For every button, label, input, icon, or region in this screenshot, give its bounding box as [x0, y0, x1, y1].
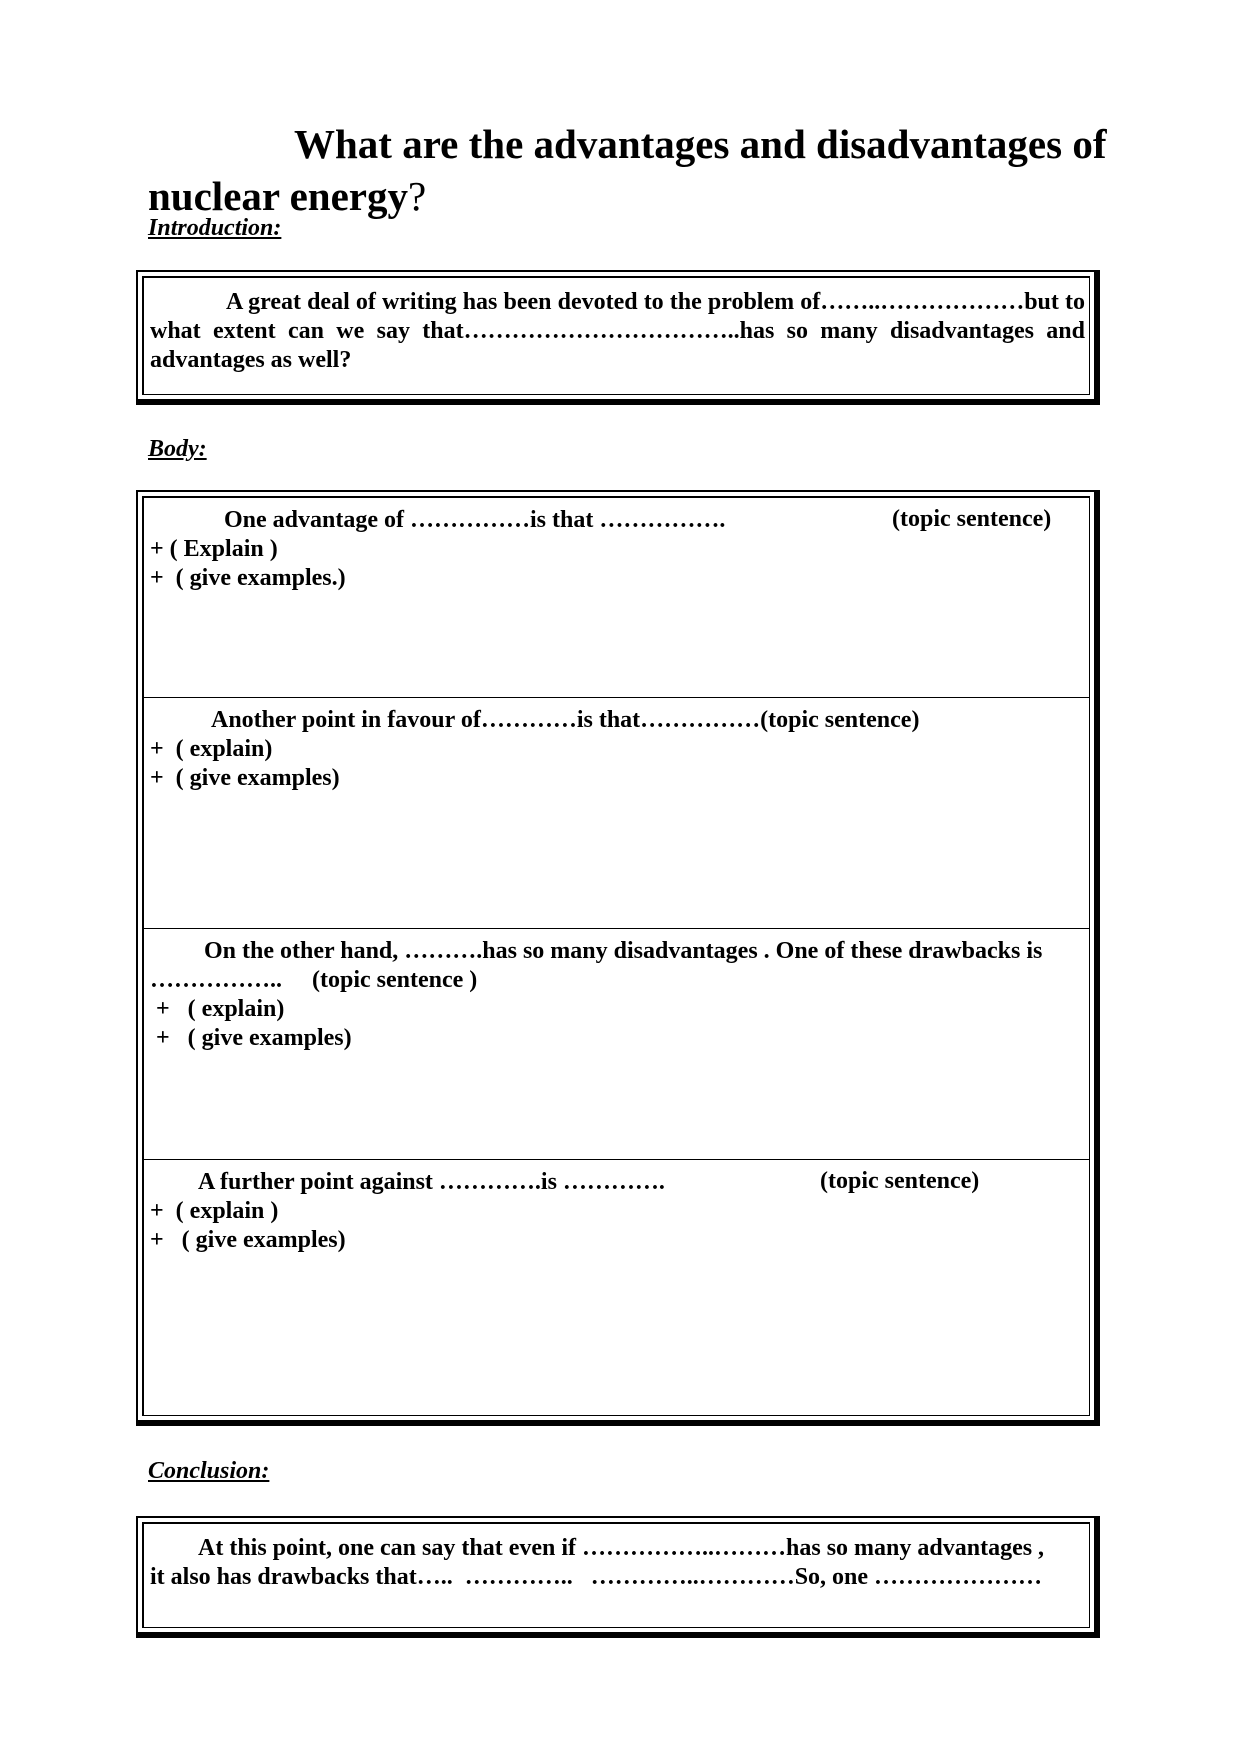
- disadvantage-1-explain: + ( explain): [150, 996, 285, 1022]
- advantage-2-explain: + ( explain): [150, 736, 273, 762]
- body-section-disadvantage-1: [144, 929, 1089, 1160]
- introduction-box: [136, 270, 1100, 405]
- conclusion-line-2: it also has drawbacks that….. ………….. …………..…………So, one …………………: [150, 1564, 1043, 1590]
- body-section-advantage-2: [144, 698, 1089, 929]
- conclusion-line-1: At this point, one can say that even if ……………..………has so many advantages ,: [198, 1535, 1045, 1561]
- title-text: What are the advantages and disadvantages of nuclear energy: [148, 121, 1107, 219]
- conclusion-box: [136, 1516, 1100, 1638]
- disadvantage-1-topic-line: On the other hand, ……….has so many disadvantages . One of these drawbacks is: [204, 938, 1043, 964]
- disadvantage-1-topic-continued: …………….. (topic sentence ): [150, 967, 478, 993]
- advantage-1-explain: + ( Explain ): [150, 536, 278, 562]
- disadvantage-2-examples: + ( give examples): [150, 1227, 346, 1253]
- introduction-label: Introduction:: [148, 215, 282, 241]
- advantage-2-topic-line: Another point in favour of…………is that……………(topic sentence): [211, 707, 920, 733]
- conclusion-label: Conclusion:: [148, 1458, 270, 1484]
- disadvantage-2-topic-hint: (topic sentence): [820, 1168, 980, 1194]
- body-section-disadvantage-2: [144, 1160, 1089, 1415]
- body-section-advantage-1: [144, 498, 1089, 698]
- page-title: [148, 118, 1138, 222]
- body-box: [136, 490, 1100, 1426]
- advantage-2-examples: + ( give examples): [150, 765, 340, 791]
- disadvantage-1-examples: + ( give examples): [150, 1025, 352, 1051]
- advantage-1-topic-line: One advantage of ……………is that …………….: [224, 507, 726, 533]
- introduction-text: A great deal of writing has been devoted to the problem of……..………………but to what extent can we say that……………………………..has so many disadvantages and advantages as well?: [150, 289, 1085, 373]
- body-label: Body:: [148, 436, 207, 462]
- disadvantage-2-topic-line: A further point against ………….is ………….: [198, 1169, 665, 1195]
- advantage-1-topic-hint: (topic sentence): [892, 506, 1052, 532]
- title-question-mark: ?: [408, 173, 427, 219]
- disadvantage-2-explain: + ( explain ): [150, 1198, 279, 1224]
- advantage-1-examples: + ( give examples.): [150, 565, 346, 591]
